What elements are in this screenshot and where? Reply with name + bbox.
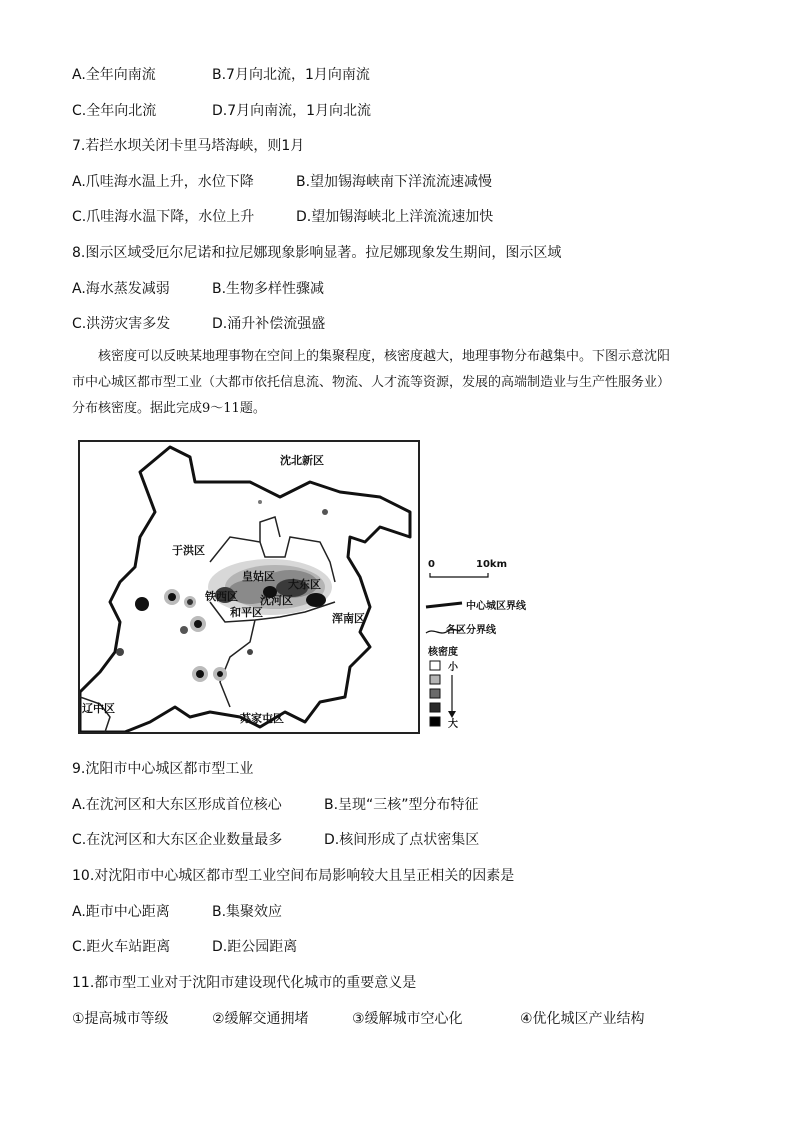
q9-option-a: A.在沈河区和大东区形成首位核心 bbox=[72, 797, 282, 813]
scale-zero: 0 bbox=[428, 559, 435, 570]
label-sujiatun: 苏家屯区 bbox=[240, 712, 284, 725]
density-large: 大 bbox=[448, 719, 458, 730]
q7-option-b: B.望加锡海峡南下洋流流速减慢 bbox=[296, 174, 493, 190]
q10-option-d: D.距公园距离 bbox=[212, 939, 298, 955]
q11-option-4: ④优化城区产业结构 bbox=[520, 1011, 645, 1027]
q6-option-a: A.全年向南流 bbox=[72, 67, 156, 83]
density-arrowhead bbox=[448, 711, 456, 718]
density-title: 核密度 bbox=[428, 647, 458, 658]
q8-option-b: B.生物多样性骤减 bbox=[212, 281, 325, 297]
intro-line-2: 市中心城区都市型工业（大都市依托信息流、物流、人才流等资源，发展的高端制造业与生产性服务业） bbox=[72, 375, 671, 390]
q8-option-c: C.洪涝灾害多发 bbox=[72, 316, 171, 332]
label-dadong: 大东区 bbox=[288, 578, 321, 591]
q10-option-a: A.距市中心距离 bbox=[72, 904, 170, 920]
scale-km: 10km bbox=[476, 559, 507, 570]
q11-option-2: ②缓解交通拥堵 bbox=[212, 1011, 309, 1027]
label-tiexi: 铁西区 bbox=[205, 590, 238, 603]
density-level-1 bbox=[430, 661, 440, 670]
q7-stem: 7.若拦水坝关闭卡里马塔海峡，则1月 bbox=[72, 138, 305, 154]
q6-option-b: B.7月向北流，1月向南流 bbox=[212, 67, 370, 83]
density-level-5 bbox=[430, 717, 440, 726]
q10-option-c: C.距火车站距离 bbox=[72, 939, 171, 955]
q8-option-d: D.涌升补偿流强盛 bbox=[212, 316, 326, 332]
center-boundary-symbol bbox=[426, 603, 462, 607]
q9-option-d: D.核间形成了点状密集区 bbox=[324, 832, 480, 848]
label-heping: 和平区 bbox=[230, 606, 263, 619]
q11-stem: 11.都市型工业对于沈阳市建设现代化城市的重要意义是 bbox=[72, 975, 417, 991]
scale-bar bbox=[430, 573, 488, 577]
label-liaozhong: 辽中区 bbox=[82, 702, 115, 715]
district-boundary-label: 各区分界线 bbox=[446, 625, 496, 636]
q6-option-c: C.全年向北流 bbox=[72, 103, 157, 119]
q11-option-1: ①提高城市等级 bbox=[72, 1011, 169, 1027]
map-svg bbox=[80, 442, 418, 732]
label-hunnan: 浑南区 bbox=[332, 612, 365, 625]
map-legend bbox=[422, 555, 532, 730]
q9-option-b: B.呈现“三核”型分布特征 bbox=[324, 797, 479, 813]
q9-stem: 9.沈阳市中心城区都市型工业 bbox=[72, 761, 254, 777]
q8-stem: 8.图示区域受厄尔尼诺和拉尼娜现象影响显著。拉尼娜现象发生期间，图示区域 bbox=[72, 245, 562, 261]
label-huanggu: 皇姑区 bbox=[242, 570, 275, 583]
center-boundary-label: 中心城区界线 bbox=[466, 601, 526, 612]
density-level-4 bbox=[430, 703, 440, 712]
q6-option-d: D.7月向南流，1月向北流 bbox=[212, 103, 372, 119]
label-shenhe: 沈河区 bbox=[260, 594, 293, 607]
intro-paragraph bbox=[72, 344, 732, 422]
density-small: 小 bbox=[448, 662, 458, 673]
q7-option-c: C.爪哇海水温下降，水位上升 bbox=[72, 209, 255, 225]
q11-option-3: ③缓解城市空心化 bbox=[352, 1011, 463, 1027]
q7-option-a: A.爪哇海水温上升，水位下降 bbox=[72, 174, 254, 190]
q10-option-b: B.集聚效应 bbox=[212, 904, 283, 920]
density-level-3 bbox=[430, 689, 440, 698]
density-level-2 bbox=[430, 675, 440, 684]
q8-option-a: A.海水蒸发减弱 bbox=[72, 281, 170, 297]
q7-option-d: D.望加锡海峡北上洋流流速加快 bbox=[296, 209, 494, 225]
intro-line-3: 分布核密度。据此完成9～11题。 bbox=[72, 401, 266, 416]
shenyang-density-map bbox=[78, 440, 420, 734]
intro-line-1: 核密度可以反映某地理事物在空间上的集聚程度，核密度越大，地理事物分布越集中。下图示意沈阳 bbox=[98, 349, 671, 364]
label-shenbei: 沈北新区 bbox=[280, 454, 324, 467]
q9-option-c: C.在沈河区和大东区企业数量最多 bbox=[72, 832, 283, 848]
q10-stem: 10.对沈阳市中心城区都市型工业空间布局影响较大且呈正相关的因素是 bbox=[72, 868, 515, 884]
label-yuhong: 于洪区 bbox=[172, 544, 205, 557]
